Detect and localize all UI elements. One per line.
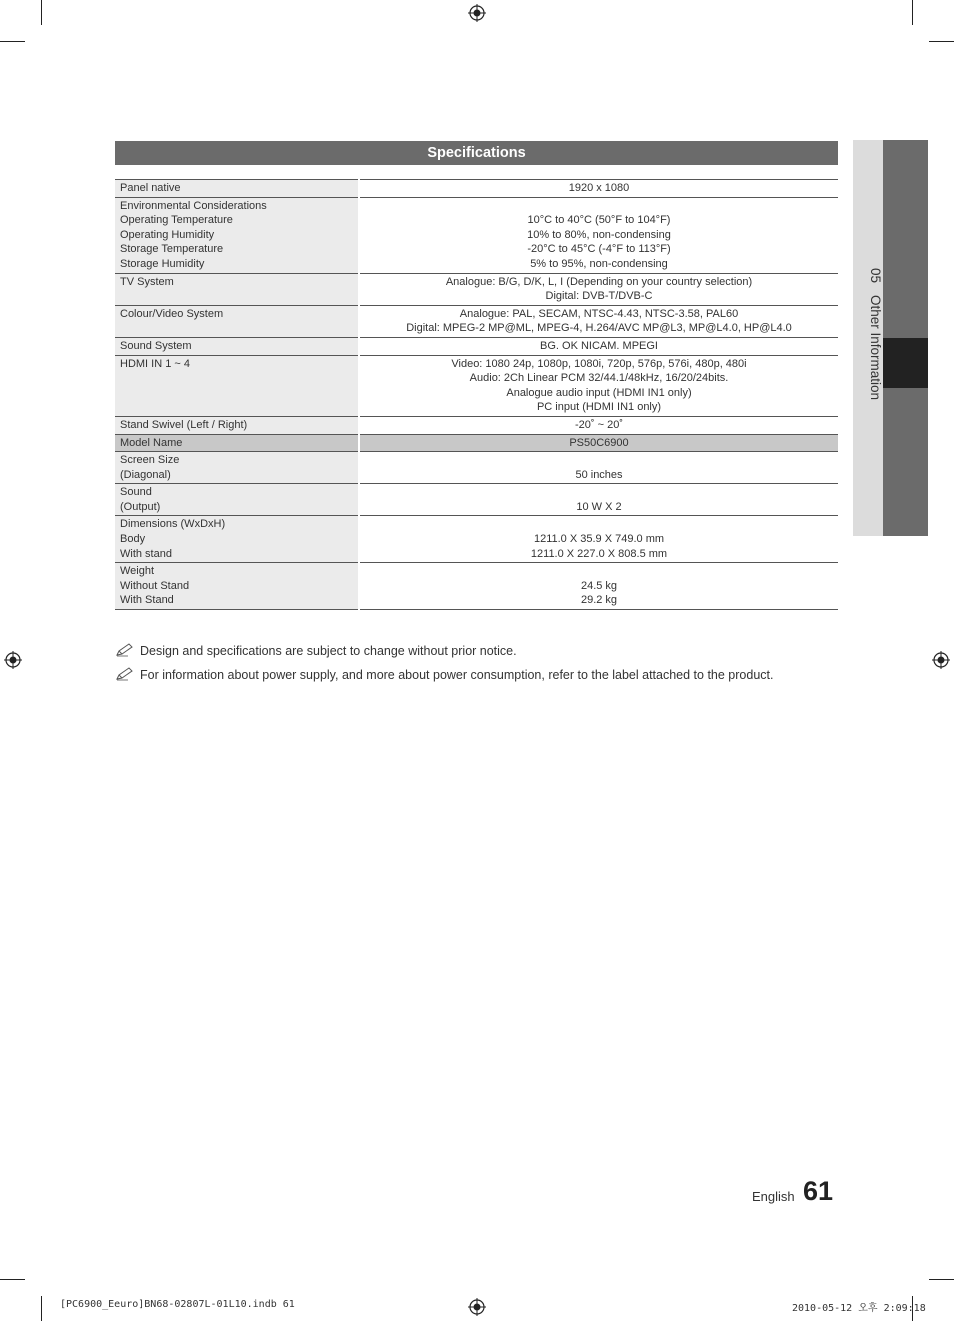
spec-value bbox=[359, 197, 838, 273]
chapter-number: 05 bbox=[868, 267, 883, 283]
note bbox=[116, 667, 773, 682]
chapter-tab-marker bbox=[883, 338, 928, 388]
spec-label bbox=[115, 484, 359, 516]
note-text: Design and specifications are subject to change without prior notice. bbox=[140, 644, 517, 658]
spec-label-line: Storage Humidity bbox=[120, 257, 205, 270]
spec-value bbox=[359, 305, 838, 337]
spec-label-line: (Diagonal) bbox=[120, 468, 171, 481]
spec-value bbox=[359, 434, 838, 452]
spec-value-line: Digital: MPEG-2 MP@ML, MPEG-4, H.264/AVC MP@L3, MP@L4.0, HP@L4.0 bbox=[406, 322, 792, 335]
spec-label-line: Environmental Considerations bbox=[120, 199, 267, 212]
crop-mark bbox=[0, 1279, 25, 1280]
spec-row bbox=[115, 180, 838, 198]
spec-label bbox=[115, 273, 359, 305]
crop-mark bbox=[929, 1279, 954, 1280]
spec-label-line: Operating Temperature bbox=[120, 214, 233, 227]
spec-label-line: TV System bbox=[120, 275, 174, 288]
specifications-table-body bbox=[115, 180, 838, 610]
spec-label-line: Sound System bbox=[120, 339, 192, 352]
spec-value-line: 1211.0 X 227.0 X 808.5 mm bbox=[530, 547, 668, 560]
slug-timestamp: 2010-05-12 오후 2:09:18 bbox=[792, 1303, 926, 1314]
spec-label-line: Colour/Video System bbox=[120, 307, 224, 320]
chapter-title: Other Information bbox=[868, 294, 883, 401]
registration-mark-icon bbox=[468, 1298, 486, 1316]
spec-value-line: PC input (HDMI IN1 only) bbox=[536, 401, 662, 414]
spec-label-line: Dimensions (WxDxH) bbox=[120, 518, 226, 531]
spec-label-line: Weight bbox=[120, 565, 155, 578]
spec-value-line: -20˚ ~ 20˚ bbox=[575, 418, 623, 431]
spec-value-line: 50 inches bbox=[575, 468, 623, 481]
spec-value-line: 1211.0 X 35.9 X 749.0 mm bbox=[533, 533, 665, 546]
spec-value-line: 5% to 95%, non-condensing bbox=[530, 257, 668, 270]
page-number: 61 bbox=[803, 1176, 834, 1206]
spec-label bbox=[115, 305, 359, 337]
spec-label-line: Body bbox=[120, 533, 146, 546]
section-title: Specifications bbox=[115, 141, 838, 165]
registration-mark-icon bbox=[4, 651, 22, 669]
spec-label bbox=[115, 516, 359, 563]
spec-label-line: Stand Swivel (Left / Right) bbox=[120, 418, 248, 431]
spec-value-line: Analogue: B/G, D/K, L, I (Depending on your country selection) bbox=[445, 275, 753, 288]
spec-label-line: Model Name bbox=[120, 436, 183, 449]
spec-row bbox=[115, 563, 838, 610]
spec-value bbox=[359, 452, 838, 484]
spec-value-line: 24.5 kg bbox=[580, 579, 618, 592]
spec-value-line: Audio: 2Ch Linear PCM 32/44.1/48kHz, 16/20/24bits. bbox=[469, 372, 729, 385]
spec-row bbox=[115, 434, 838, 452]
spec-label bbox=[115, 337, 359, 355]
spec-label-line: With stand bbox=[120, 547, 172, 560]
spec-label-line: With Stand bbox=[120, 594, 174, 607]
spec-label-line: (Output) bbox=[120, 500, 161, 513]
spec-value-line: 10°C to 40°C (50°F to 104°F) bbox=[527, 214, 671, 227]
spec-label-line: Operating Humidity bbox=[120, 228, 215, 241]
spec-row bbox=[115, 337, 838, 355]
spec-value bbox=[359, 355, 838, 416]
spec-value-line: PS50C6900 bbox=[569, 436, 629, 449]
spec-value-line: 10% to 80%, non-condensing bbox=[527, 228, 671, 241]
spec-value bbox=[359, 273, 838, 305]
spec-row bbox=[115, 484, 838, 516]
spec-value bbox=[359, 563, 838, 610]
spec-label bbox=[115, 355, 359, 416]
spec-label bbox=[115, 197, 359, 273]
note bbox=[116, 643, 517, 658]
spec-value bbox=[359, 180, 838, 198]
crop-mark bbox=[929, 41, 954, 42]
note-text: For information about power supply, and more about power consumption, refer to the label attached to the product. bbox=[140, 668, 774, 682]
spec-row bbox=[115, 355, 838, 416]
registration-mark-icon bbox=[468, 4, 486, 22]
specifications-table bbox=[115, 179, 838, 610]
crop-mark bbox=[41, 0, 42, 25]
spec-label bbox=[115, 416, 359, 434]
spec-value bbox=[359, 416, 838, 434]
spec-value-line: Analogue: PAL, SECAM, NTSC-4.43, NTSC-3.58, PAL60 bbox=[459, 307, 739, 320]
spec-value bbox=[359, 337, 838, 355]
spec-row bbox=[115, 305, 838, 337]
spec-value-line: -20°C to 45°C (-4°F to 113°F) bbox=[527, 243, 671, 256]
spec-row bbox=[115, 516, 838, 563]
spec-label bbox=[115, 434, 359, 452]
spec-value-line: Video: 1080 24p, 1080p, 1080i, 720p, 576p, 576i, 480p, 480i bbox=[451, 357, 747, 370]
spec-value-line: 1920 x 1080 bbox=[568, 182, 630, 194]
spec-label-line: Without Stand bbox=[120, 579, 190, 592]
spec-value-line: Analogue audio input (HDMI IN1 only) bbox=[506, 386, 692, 399]
spec-label-line: Sound bbox=[120, 486, 152, 499]
spec-label bbox=[115, 563, 359, 610]
chapter-tab bbox=[853, 140, 928, 536]
spec-label-line: Panel native bbox=[120, 182, 181, 194]
spec-value-line: Digital: DVB-T/DVB-C bbox=[545, 290, 653, 303]
chapter-tab-label bbox=[853, 140, 883, 536]
registration-mark-icon bbox=[932, 651, 950, 669]
spec-label bbox=[115, 180, 359, 198]
spec-value-line: 10 W X 2 bbox=[576, 500, 622, 513]
spec-row bbox=[115, 273, 838, 305]
spec-row bbox=[115, 197, 838, 273]
spec-value bbox=[359, 484, 838, 516]
spec-value-line: BG. OK NICAM. MPEGI bbox=[540, 339, 658, 352]
spec-value bbox=[359, 516, 838, 563]
spec-row bbox=[115, 452, 838, 484]
pencil-icon bbox=[116, 667, 134, 681]
crop-mark bbox=[41, 1296, 42, 1321]
spec-label-line: Storage Temperature bbox=[120, 243, 224, 256]
page-language: English bbox=[752, 1189, 795, 1204]
slug-file: [PC6900_Eeuro]BN68-02807L-01L10.indb 61 bbox=[60, 1299, 295, 1310]
crop-mark bbox=[0, 41, 25, 42]
crop-mark bbox=[912, 0, 913, 25]
spec-label bbox=[115, 452, 359, 484]
pencil-icon bbox=[116, 643, 134, 657]
spec-value-line: 29.2 kg bbox=[580, 594, 618, 607]
spec-label-line: Screen Size bbox=[120, 454, 180, 467]
spec-row bbox=[115, 416, 838, 434]
spec-label-line: HDMI IN 1 ~ 4 bbox=[120, 357, 190, 370]
